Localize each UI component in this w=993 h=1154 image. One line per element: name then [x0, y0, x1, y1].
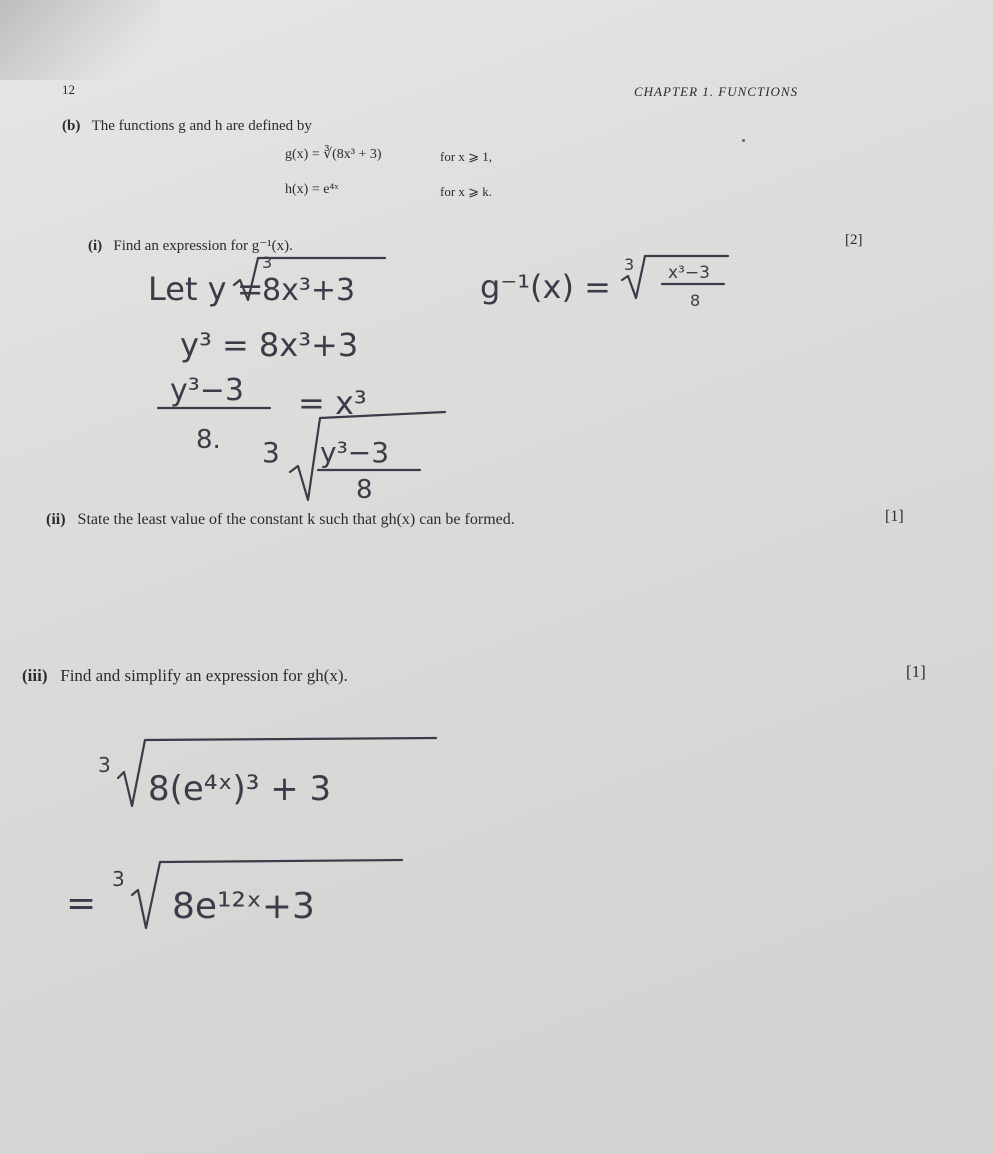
- hw-let-y: Let y =: [148, 270, 264, 308]
- part-i-marks: [2]: [845, 232, 863, 248]
- h-definition: h(x) = e⁴ˣ: [285, 182, 339, 197]
- part-i-label: (i): [88, 238, 103, 254]
- hw-answer-denominator: 8: [690, 291, 701, 310]
- part-ii-label: (ii): [46, 511, 66, 528]
- g-condition: for x ⩾ 1,: [440, 149, 493, 164]
- part-iii-text: Find and simplify an expression for gh(x).: [60, 666, 348, 685]
- hw-line-3-numerator: y³−3: [170, 373, 245, 408]
- part-ii-marks: [1]: [885, 508, 904, 525]
- part-iii-label: (iii): [22, 666, 48, 685]
- hw-line-3-rhs: = x³: [298, 384, 367, 422]
- part-ii-text: State the least value of the constant k such that gh(x) can be formed.: [77, 511, 515, 528]
- hw-line-2: y³ = 8x³+3: [180, 326, 359, 364]
- part-i-text: Find an expression for g⁻¹(x).: [113, 238, 293, 254]
- hw-line-6-radicand: 8e¹²ˣ+3: [172, 886, 315, 927]
- hw-answer-numerator: x³−3: [668, 263, 710, 283]
- hw-line-5-radicand: 8(e⁴ˣ)³ + 3: [148, 769, 332, 809]
- hw-answer-lhs: g⁻¹(x) =: [480, 268, 611, 306]
- hw-answer-index: 3: [624, 255, 635, 274]
- g-definition: g(x) = ∛(8x³ + 3): [285, 147, 382, 162]
- hw-line-6-equals: =: [66, 883, 97, 924]
- hw-line-3-denominator: 8.: [196, 425, 221, 455]
- hw-radicand-1: 8x³+3: [262, 273, 356, 308]
- question-b-text: The functions g and h are defined by: [91, 118, 312, 134]
- hw-root-index-5: 3: [98, 753, 111, 777]
- question-b-label: (b): [62, 118, 81, 134]
- chapter-heading: CHAPTER 1. FUNCTIONS: [634, 84, 799, 99]
- part-iii-marks: [1]: [906, 662, 926, 681]
- hw-root-index-4: 3: [262, 436, 280, 469]
- hw-line-4-denominator: 8: [356, 475, 373, 505]
- hw-line-4-numerator: y³−3: [320, 436, 390, 469]
- hw-root-index-1: 3: [262, 253, 273, 272]
- hw-root-index-6: 3: [112, 867, 125, 891]
- page-number: 12: [62, 82, 75, 97]
- h-condition: for x ⩾ k.: [440, 184, 493, 199]
